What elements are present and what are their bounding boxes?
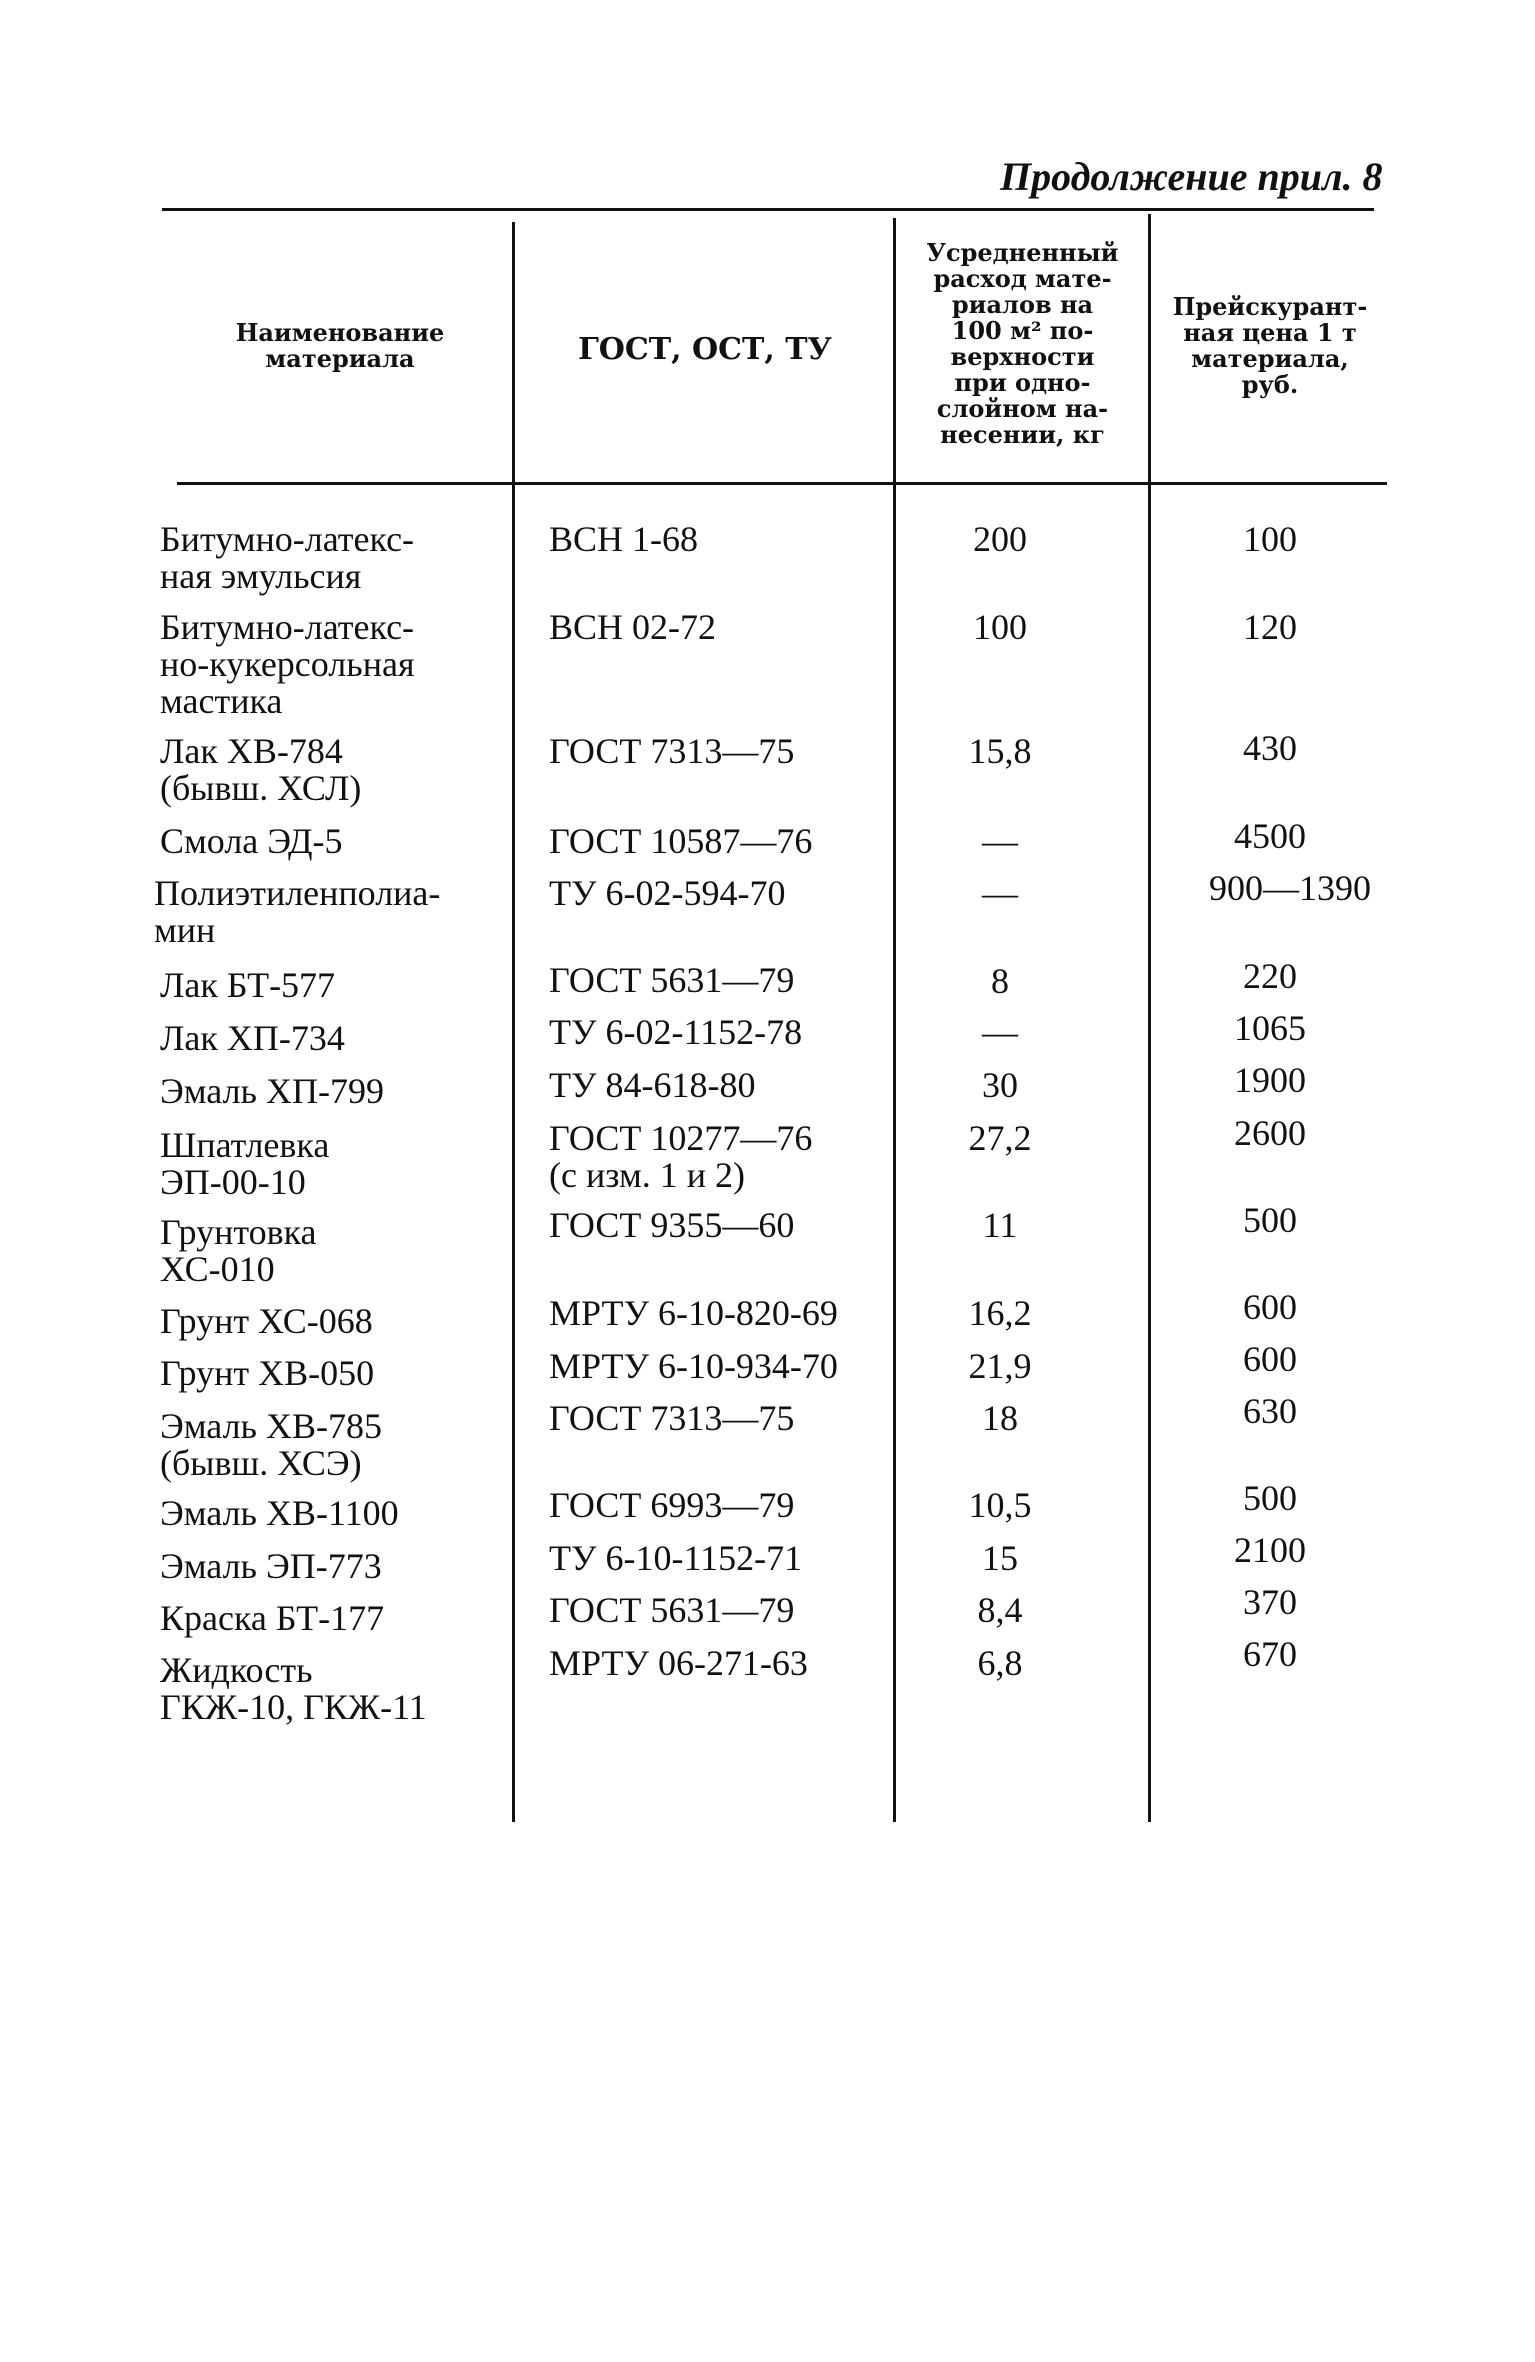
row-2-gost: ВСН 02-72: [549, 607, 717, 647]
row-8-name: Эмаль ХП-799: [160, 1071, 384, 1111]
row-15-name: Эмаль ЭП-773: [160, 1546, 382, 1586]
header-material-name: Наименование материала: [235, 318, 445, 373]
row-7-price: 1065: [1234, 1008, 1306, 1048]
row-8-gost: ТУ 84-618-80: [549, 1065, 756, 1105]
row-10-price: 500: [1243, 1200, 1297, 1240]
row-11-consumption: 16,2: [968, 1293, 1032, 1333]
row-14-name: Эмаль ХВ-1100: [160, 1493, 399, 1533]
row-10-gost: ГОСТ 9355—60: [549, 1205, 795, 1245]
row-1-price: 100: [1243, 519, 1297, 559]
row-9-price: 2600: [1234, 1113, 1306, 1153]
row-17-name: Жидкость ГКЖ-10, ГКЖ-11: [160, 1650, 427, 1727]
row-13-gost: ГОСТ 7313—75: [549, 1398, 795, 1438]
column-separator-3: [1148, 214, 1151, 1822]
row-6-gost: ГОСТ 5631—79: [549, 960, 795, 1000]
row-14-gost: ГОСТ 6993—79: [549, 1485, 795, 1525]
row-11-gost: МРТУ 6-10-820-69: [549, 1293, 838, 1333]
row-14-price: 500: [1243, 1478, 1297, 1518]
row-6-price: 220: [1243, 956, 1297, 996]
row-15-gost: ТУ 6-10-1152-71: [549, 1538, 803, 1578]
row-6-consumption: 8: [991, 961, 1009, 1001]
row-17-price: 670: [1243, 1634, 1297, 1674]
row-1-name: Битумно-латекс- ная эмульсия: [160, 519, 415, 596]
row-7-consumption: —: [982, 1012, 1018, 1052]
row-13-name: Эмаль ХВ-785 (бывш. ХСЭ): [160, 1406, 382, 1483]
row-3-name: Лак ХВ-784 (бывш. ХСЛ): [160, 731, 362, 808]
column-separator-1: [512, 222, 515, 1822]
row-12-gost: МРТУ 6-10-934-70: [549, 1346, 838, 1386]
row-2-price: 120: [1243, 607, 1297, 647]
row-17-consumption: 6,8: [977, 1643, 1023, 1683]
row-12-price: 600: [1243, 1339, 1297, 1379]
row-4-price: 4500: [1234, 816, 1306, 856]
row-4-gost: ГОСТ 10587—76: [549, 821, 813, 861]
table-top-rule: [162, 208, 1374, 211]
header-gost: ГОСТ, ОСТ, ТУ: [578, 332, 832, 367]
row-5-consumption: —: [982, 873, 1018, 913]
row-12-name: Грунт ХВ-050: [160, 1353, 375, 1393]
row-4-name: Смола ЭД-5: [160, 821, 343, 861]
row-15-consumption: 15: [982, 1538, 1018, 1578]
header-consumption: Усредненный расход мате- риалов на 100 м² по- верхности при одно- слойном на- несении, кг: [926, 238, 1119, 449]
row-16-consumption: 8,4: [977, 1590, 1023, 1630]
row-16-gost: ГОСТ 5631—79: [549, 1590, 795, 1630]
row-13-price: 630: [1243, 1391, 1297, 1431]
row-16-price: 370: [1243, 1582, 1297, 1622]
row-7-name: Лак ХП-734: [160, 1018, 345, 1058]
column-separator-2: [893, 218, 896, 1822]
row-1-consumption: 200: [973, 519, 1027, 559]
page-continuation-label: Продолжение прил. 8: [1000, 154, 1383, 199]
header-bottom-rule: [177, 482, 1387, 485]
row-15-price: 2100: [1234, 1530, 1306, 1570]
row-5-name: Полиэтиленполиа- мин: [154, 873, 441, 950]
header-price: Прейскурант- ная цена 1 т материала, руб.: [1172, 292, 1368, 399]
row-2-consumption: 100: [973, 607, 1027, 647]
row-13-consumption: 18: [982, 1398, 1018, 1438]
row-8-price: 1900: [1234, 1060, 1306, 1100]
row-4-consumption: —: [982, 821, 1018, 861]
row-11-name: Грунт ХС-068: [160, 1301, 373, 1341]
row-11-price: 600: [1243, 1287, 1297, 1327]
row-10-name: Грунтовка ХС-010: [160, 1212, 317, 1289]
row-3-consumption: 15,8: [968, 731, 1032, 771]
row-9-gost: ГОСТ 10277—76 (с изм. 1 и 2): [549, 1118, 813, 1195]
row-8-consumption: 30: [982, 1065, 1018, 1105]
row-3-price: 430: [1243, 728, 1297, 768]
row-7-gost: ТУ 6-02-1152-78: [549, 1012, 803, 1052]
row-10-consumption: 11: [982, 1205, 1018, 1245]
row-3-gost: ГОСТ 7313—75: [549, 731, 795, 771]
row-12-consumption: 21,9: [968, 1346, 1032, 1386]
row-5-price: 900—1390: [1209, 868, 1371, 908]
row-9-name: Шпатлевка ЭП-00-10: [160, 1125, 330, 1202]
row-17-gost: МРТУ 06-271-63: [549, 1643, 808, 1683]
row-9-consumption: 27,2: [968, 1118, 1032, 1158]
row-16-name: Краска БТ-177: [160, 1598, 385, 1638]
row-1-gost: ВСН 1-68: [549, 519, 699, 559]
row-6-name: Лак БТ-577: [160, 965, 336, 1005]
row-5-gost: ТУ 6-02-594-70: [549, 873, 786, 913]
row-2-name: Битумно-латекс- но-кукерсольная мастика: [160, 607, 415, 721]
row-14-consumption: 10,5: [968, 1485, 1032, 1525]
